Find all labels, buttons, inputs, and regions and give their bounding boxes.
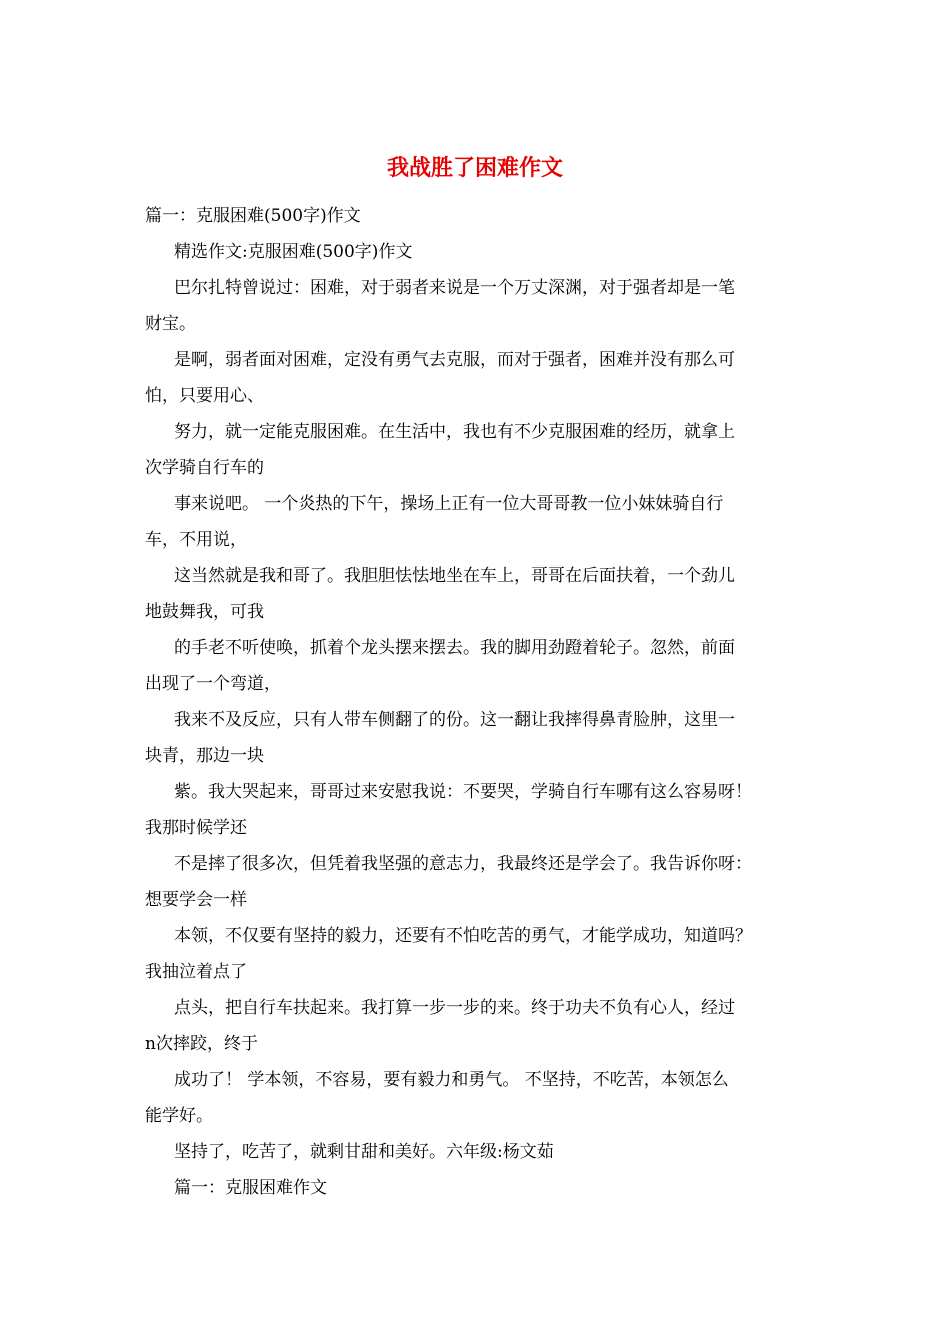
text-line: 次学骑自行车的 (145, 458, 264, 478)
text-line: 本领，不仅要有坚持的毅力，还要有不怕吃苦的勇气，才能学成功，知道吗？ (174, 926, 752, 946)
text-line: 坚持了，吃苦了，就剩甘甜和美好。六年级:杨文茹 (174, 1142, 554, 1162)
text-line: 地鼓舞我，可我 (145, 602, 264, 622)
text-line: 我抽泣着点了 (145, 962, 247, 982)
text-line: 我那时候学还 (145, 818, 247, 838)
text-line: 点头，把自行车扶起来。我打算一步一步的来。终于功夫不负有心人，经过 (174, 998, 735, 1018)
text-line: 的手老不听使唤，抓着个龙头摆来摆去。我的脚用劲蹬着轮子。忽然，前面 (174, 638, 735, 658)
text-line: 篇一：克服困难(500字)作文 (145, 206, 361, 226)
text-line: n次摔跤，终于 (145, 1034, 258, 1054)
text-line: 精选作文:克服困难(500字)作文 (174, 242, 413, 262)
text-line: 事来说吧。 一个炎热的下午，操场上正有一位大哥哥教一位小妹妹骑自行 (174, 494, 724, 514)
text-line: 能学好。 (145, 1106, 213, 1126)
text-line: 想要学会一样 (145, 890, 247, 910)
text-line: 怕，只要用心、 (145, 386, 264, 406)
text-line: 紫。我大哭起来，哥哥过来安慰我说：不要哭，学骑自行车哪有这么容易呀！ (174, 782, 752, 802)
text-line: 车，不用说， (145, 530, 247, 550)
text-line: 巴尔扎特曾说过：困难，对于弱者来说是一个万丈深渊，对于强者却是一笔 (174, 278, 735, 298)
text-line: 我来不及反应，只有人带车侧翻了的份。这一翻让我摔得鼻青脸肿，这里一 (174, 710, 735, 730)
document-title: 我战胜了困难作文 (386, 155, 563, 181)
text-line: 成功了！ 学本领，不容易，要有毅力和勇气。 不坚持，不吃苦，本领怎么 (174, 1070, 729, 1090)
text-line: 篇一：克服困难作文 (174, 1178, 327, 1198)
text-line: 努力，就一定能克服困难。在生活中，我也有不少克服困难的经历，就拿上 (174, 422, 735, 442)
text-line: 这当然就是我和哥了。我胆胆怯怯地坐在车上，哥哥在后面扶着，一个劲儿 (174, 566, 735, 586)
text-line: 是啊，弱者面对困难，定没有勇气去克服，而对于强者，困难并没有那么可 (174, 350, 735, 370)
text-line: 出现了一个弯道， (145, 674, 281, 694)
text-line: 不是摔了很多次，但凭着我坚强的意志力，我最终还是学会了。我告诉你呀： (174, 854, 752, 874)
document-body (145, 198, 815, 1206)
text-line: 财宝。 (145, 314, 196, 334)
text-line: 块青，那边一块 (145, 746, 264, 766)
